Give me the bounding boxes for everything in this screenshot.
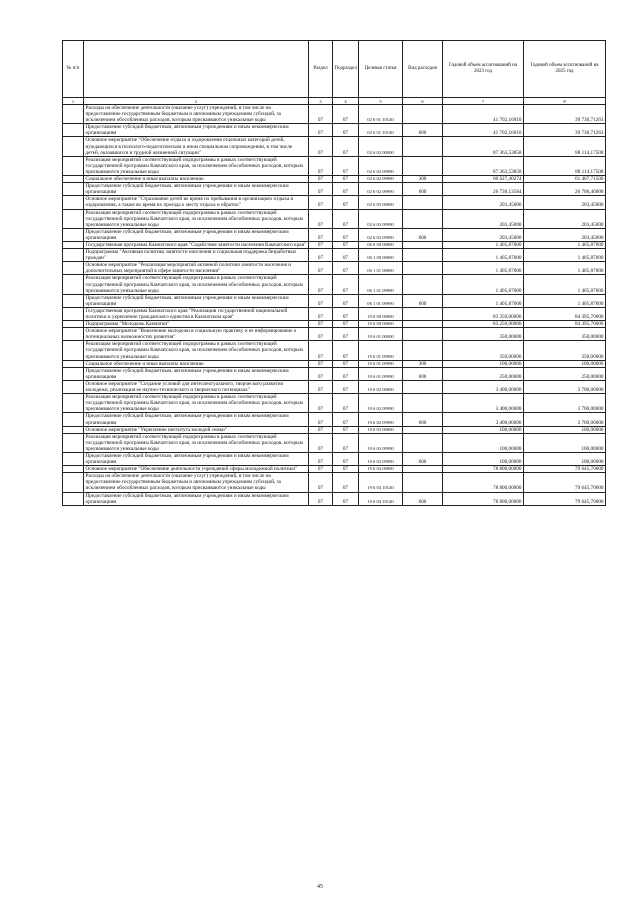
cell-volume-year-2: 79 645,70000 — [524, 473, 606, 492]
cell-volume-year-2: 100,00000 — [524, 426, 606, 433]
cell-razdel: 07 — [309, 433, 333, 452]
cell-name: Реализация мероприятий соответствующей подпрограммы в рамках соответствующей государственной программы Камчатского края, за исключением обособленных расходов, которым присваиваются уникальные коды — [84, 341, 309, 360]
cell-name: Подпрограмма "Молодежь Камчатки" — [84, 321, 309, 328]
cell-volume-year-1: 1 405,87000 — [443, 294, 524, 307]
cell-target-article: 02 6 03 09990 — [359, 228, 403, 241]
cell-podrazdel: 07 — [333, 466, 359, 473]
cell-target-article: 02 6 02 09990 — [359, 176, 403, 183]
cell-razdel: 07 — [309, 413, 333, 426]
cell-volume-year-1: 3 400,00000 — [443, 380, 524, 393]
cell-podrazdel: 07 — [333, 196, 359, 209]
column-number: 4 — [333, 98, 359, 105]
cell-expense-type — [403, 275, 443, 294]
cell-podrazdel: 07 — [333, 367, 359, 380]
table-row — [63, 156, 606, 175]
cell-razdel: 07 — [309, 321, 333, 328]
cell-razdel: 07 — [309, 275, 333, 294]
cell-razdel: 07 — [309, 137, 333, 156]
cell-podrazdel: 07 — [333, 124, 359, 137]
cell-expense-type — [403, 321, 443, 328]
cell-name: Расходы на обеспечение деятельности (оказание услуг) учреждений, в том числе на предоставление государственным бюджетным и автономным учреждениям субсидий, за исключением обособленных расходов, которым присваиваются уникальные коды — [84, 105, 309, 124]
cell-volume-year-1: 203,45000 — [443, 228, 524, 241]
table-row — [63, 380, 606, 393]
cell-expense-type: 600 — [403, 228, 443, 241]
cell-name: Социальное обеспечение и иные выплаты населению — [84, 176, 309, 183]
cell-expense-type: 600 — [403, 124, 443, 137]
cell-name: Основное мероприятие "Обеспечение деятельности учреждений сферы молодежной политики" — [84, 466, 309, 473]
cell-num — [63, 380, 84, 393]
cell-volume-year-2: 39 730,71263 — [524, 105, 606, 124]
cell-num — [63, 105, 84, 124]
cell-volume-year-1: 3 400,00000 — [443, 413, 524, 426]
table-row — [63, 473, 606, 492]
cell-volume-year-2: 61 407,71500 — [524, 176, 606, 183]
cell-podrazdel: 07 — [333, 426, 359, 433]
cell-expense-type — [403, 380, 443, 393]
cell-volume-year-2: 3 700,00000 — [524, 394, 606, 413]
cell-target-article: 02 6 01 10140 — [359, 105, 403, 124]
cell-expense-type — [403, 249, 443, 262]
cell-expense-type — [403, 466, 443, 473]
cell-volume-year-1: 1 405,87000 — [443, 249, 524, 262]
cell-volume-year-1: 60 627,40274 — [443, 176, 524, 183]
cell-expense-type: 600 — [403, 452, 443, 465]
budget-table — [62, 40, 606, 506]
cell-volume-year-1: 203,45000 — [443, 196, 524, 209]
cell-name: Основное мероприятие "Обеспечение отдыха и оздоровления отдельных категорий детей, нуждающихся в психолого-педагогическом и ином специальном сопровождении, в том числе детей, оказавшихся в трудной жизненной ситуации" — [84, 137, 309, 156]
cell-name: Предоставление субсидий бюджетным, автономным учреждениям и иным некоммерческим организациям — [84, 183, 309, 196]
cell-expense-type — [403, 328, 443, 341]
cell-num — [63, 262, 84, 275]
cell-volume-year-1: 87 363,53858 — [443, 156, 524, 175]
cell-volume-year-2: 1 405,87000 — [524, 249, 606, 262]
cell-name: Основное мероприятие "Реализация мероприятий активной политики занятости населения и дополнительных мероприятий в сфере занятости населения" — [84, 262, 309, 275]
cell-num — [63, 426, 84, 433]
cell-podrazdel: 07 — [333, 241, 359, 248]
cell-num — [63, 328, 84, 341]
cell-volume-year-2: 3 700,00000 — [524, 413, 606, 426]
cell-expense-type — [403, 426, 443, 433]
cell-podrazdel: 07 — [333, 294, 359, 307]
header-podrazdel: Подраздел — [333, 41, 359, 98]
cell-target-article: 19 6 01 09990 — [359, 360, 403, 367]
cell-razdel: 07 — [309, 492, 333, 505]
table-row — [63, 241, 606, 248]
header-num: № п/п — [63, 41, 84, 98]
cell-razdel: 07 — [309, 380, 333, 393]
table-row — [63, 262, 606, 275]
cell-target-article: 06 1 01 09990 — [359, 275, 403, 294]
cell-volume-year-2: 100,00000 — [524, 433, 606, 452]
cell-volume-year-2: 79 645,70000 — [524, 466, 606, 473]
cell-volume-year-1: 1 405,87000 — [443, 262, 524, 275]
header-target-article: Целевая статья — [359, 41, 403, 98]
cell-razdel: 07 — [309, 328, 333, 341]
cell-target-article: 06 0 00 00000 — [359, 241, 403, 248]
cell-name: Предоставление субсидий бюджетным, автономным учреждениям и иным некоммерческим организациям — [84, 124, 309, 137]
cell-volume-year-1: 83 250,00000 — [443, 307, 524, 320]
cell-num — [63, 452, 84, 465]
cell-podrazdel: 07 — [333, 341, 359, 360]
cell-target-article: 02 6 02 00000 — [359, 137, 403, 156]
table-row — [63, 294, 606, 307]
cell-target-article: 02 6 02 09990 — [359, 156, 403, 175]
table-row — [63, 426, 606, 433]
header-row — [63, 41, 606, 98]
cell-target-article: 19 6 04 10140 — [359, 492, 403, 505]
table-row — [63, 452, 606, 465]
cell-target-article: 19 6 01 09990 — [359, 341, 403, 360]
cell-razdel: 07 — [309, 241, 333, 248]
cell-razdel: 07 — [309, 294, 333, 307]
table-row — [63, 394, 606, 413]
table-row — [63, 176, 606, 183]
cell-volume-year-2: 250,00000 — [524, 367, 606, 380]
cell-target-article: 19 6 02 09990 — [359, 413, 403, 426]
page-number: 45 — [317, 884, 323, 890]
cell-volume-year-1: 26 736,13584 — [443, 183, 524, 196]
table-row — [63, 341, 606, 360]
cell-podrazdel: 07 — [333, 228, 359, 241]
cell-target-article: 19 6 01 09990 — [359, 367, 403, 380]
cell-volume-year-1: 250,00000 — [443, 367, 524, 380]
cell-razdel: 07 — [309, 341, 333, 360]
cell-podrazdel: 07 — [333, 156, 359, 175]
cell-volume-year-1: 41 702,16010 — [443, 124, 524, 137]
cell-volume-year-1: 350,00000 — [443, 328, 524, 341]
cell-target-article: 02 6 02 09990 — [359, 183, 403, 196]
table-row — [63, 124, 606, 137]
header-volume-year-2: Годовой объем ассигнований на 2025 год — [524, 41, 606, 98]
cell-volume-year-1: 78 800,00000 — [443, 492, 524, 505]
column-number: 7 — [443, 98, 524, 105]
cell-expense-type — [403, 209, 443, 228]
cell-expense-type — [403, 105, 443, 124]
cell-razdel: 07 — [309, 105, 333, 124]
cell-podrazdel: 07 — [333, 394, 359, 413]
cell-razdel: 07 — [309, 124, 333, 137]
cell-num — [63, 466, 84, 473]
cell-target-article: 19 6 03 09990 — [359, 452, 403, 465]
cell-podrazdel: 07 — [333, 137, 359, 156]
cell-podrazdel: 07 — [333, 307, 359, 320]
cell-name: Реализация мероприятий соответствующей подпрограммы в рамках соответствующей государственной программы Камчатского края, за исключением обособленных расходов, которым присваиваются уникальные коды — [84, 275, 309, 294]
cell-num — [63, 124, 84, 137]
table-row — [63, 137, 606, 156]
cell-volume-year-2: 88 114,17508 — [524, 137, 606, 156]
cell-razdel: 07 — [309, 228, 333, 241]
cell-volume-year-1: 41 702,16010 — [443, 105, 524, 124]
cell-expense-type — [403, 241, 443, 248]
cell-num — [63, 176, 84, 183]
cell-target-article: 06 1 00 00000 — [359, 249, 403, 262]
table-body — [63, 105, 606, 506]
column-number: 6 — [403, 98, 443, 105]
cell-volume-year-1: 1 405,87000 — [443, 275, 524, 294]
cell-num — [63, 367, 84, 380]
table-row — [63, 228, 606, 241]
cell-expense-type — [403, 394, 443, 413]
cell-num — [63, 360, 84, 367]
cell-num — [63, 294, 84, 307]
cell-razdel: 07 — [309, 426, 333, 433]
cell-name: Реализация мероприятий соответствующей подпрограммы в рамках соответствующей государственной программы Камчатского края, за исключением обособленных расходов, которым присваиваются уникальные коды — [84, 156, 309, 175]
cell-razdel: 07 — [309, 156, 333, 175]
cell-num — [63, 492, 84, 505]
cell-podrazdel: 07 — [333, 360, 359, 367]
table-row — [63, 249, 606, 262]
table-row — [63, 413, 606, 426]
column-number: 2 — [84, 98, 309, 105]
budget-table-sheet — [62, 40, 605, 506]
table-row — [63, 360, 606, 367]
cell-num — [63, 473, 84, 492]
cell-expense-type — [403, 433, 443, 452]
cell-volume-year-1: 1 405,87000 — [443, 241, 524, 248]
cell-expense-type — [403, 156, 443, 175]
cell-volume-year-2: 203,45000 — [524, 228, 606, 241]
cell-razdel: 07 — [309, 452, 333, 465]
column-number: 5 — [359, 98, 403, 105]
cell-razdel: 07 — [309, 183, 333, 196]
cell-target-article: 19 6 04 10140 — [359, 473, 403, 492]
cell-num — [63, 209, 84, 228]
cell-podrazdel: 07 — [333, 473, 359, 492]
cell-podrazdel: 07 — [333, 321, 359, 328]
cell-expense-type — [403, 341, 443, 360]
cell-target-article: 19 6 03 09990 — [359, 433, 403, 452]
cell-num — [63, 183, 84, 196]
cell-num — [63, 275, 84, 294]
cell-name: Основное мероприятие "Вовлечение молодежи в социальную практику и ее информирование о потенциальных возможностях развития" — [84, 328, 309, 341]
table-row — [63, 367, 606, 380]
cell-name: Предоставление субсидий бюджетным, автономным учреждениям и иным некоммерческим организациям — [84, 228, 309, 241]
header-name — [84, 41, 309, 98]
cell-volume-year-2: 1 405,87000 — [524, 241, 606, 248]
cell-podrazdel: 07 — [333, 262, 359, 275]
cell-name: Расходы на обеспечение деятельности (оказание услуг) учреждений, в том числе на предоставление государственным бюджетным и автономным учреждениям субсидий, за исключением обособленных расходов, которым присваиваются уникальные коды — [84, 473, 309, 492]
cell-volume-year-2: 84 395,70000 — [524, 307, 606, 320]
cell-name: Предоставление субсидий бюджетным, автономным учреждениям и иным некоммерческим организациям — [84, 492, 309, 505]
cell-expense-type — [403, 196, 443, 209]
cell-volume-year-1: 350,00000 — [443, 341, 524, 360]
cell-target-article: 19 6 02 09990 — [359, 394, 403, 413]
cell-razdel: 07 — [309, 367, 333, 380]
cell-target-article: 19 0 00 00000 — [359, 307, 403, 320]
cell-num — [63, 307, 84, 320]
cell-podrazdel: 07 — [333, 275, 359, 294]
cell-expense-type: 600 — [403, 183, 443, 196]
cell-volume-year-1: 78 800,00000 — [443, 473, 524, 492]
cell-podrazdel: 07 — [333, 176, 359, 183]
cell-target-article: 19 6 03 00000 — [359, 426, 403, 433]
cell-razdel: 07 — [309, 307, 333, 320]
cell-target-article: 19 6 04 00000 — [359, 466, 403, 473]
cell-num — [63, 249, 84, 262]
column-number: 1 — [63, 98, 84, 105]
cell-podrazdel: 07 — [333, 209, 359, 228]
cell-name: Реализация мероприятий соответствующей подпрограммы в рамках соответствующей государственной программы Камчатского края, за исключением обособленных расходов, которым присваиваются уникальные коды — [84, 433, 309, 452]
cell-num — [63, 196, 84, 209]
column-number-row — [63, 98, 606, 105]
cell-target-article: 02 6 01 10140 — [359, 124, 403, 137]
cell-volume-year-1: 83 250,00000 — [443, 321, 524, 328]
cell-volume-year-2: 1 405,87000 — [524, 262, 606, 275]
cell-target-article: 19 6 00 00000 — [359, 321, 403, 328]
cell-razdel: 07 — [309, 249, 333, 262]
cell-podrazdel: 07 — [333, 249, 359, 262]
cell-volume-year-1: 100,00000 — [443, 452, 524, 465]
table-row — [63, 209, 606, 228]
cell-podrazdel: 07 — [333, 433, 359, 452]
cell-num — [63, 321, 84, 328]
cell-target-article: 19 6 01 00000 — [359, 328, 403, 341]
cell-expense-type: 600 — [403, 492, 443, 505]
cell-name: Предоставление субсидий бюджетным, автономным учреждениям и иным некоммерческим организациям — [84, 413, 309, 426]
cell-razdel: 07 — [309, 394, 333, 413]
cell-num — [63, 341, 84, 360]
cell-volume-year-2: 350,00000 — [524, 341, 606, 360]
cell-podrazdel: 07 — [333, 452, 359, 465]
table-row — [63, 183, 606, 196]
cell-volume-year-2: 88 114,17508 — [524, 156, 606, 175]
header-volume-year-1: Годовой объем ассигнований на 2023 год — [443, 41, 524, 98]
cell-volume-year-1: 100,00000 — [443, 426, 524, 433]
table-row — [63, 492, 606, 505]
table-row — [63, 433, 606, 452]
cell-volume-year-2: 100,00000 — [524, 452, 606, 465]
cell-volume-year-2: 1 405,87000 — [524, 275, 606, 294]
cell-name: Основное мероприятие "Создание условий для интеллектуального, творческого развития молодежи, реализация ее научно-технического и творческого потенциала" — [84, 380, 309, 393]
column-number: 3 — [309, 98, 333, 105]
table-row — [63, 105, 606, 124]
cell-name: Государственная программа Камчатского края "Содействие занятости населения Камчатского края" — [84, 241, 309, 248]
cell-expense-type: 600 — [403, 413, 443, 426]
cell-podrazdel: 07 — [333, 328, 359, 341]
table-row — [63, 307, 606, 320]
cell-target-article: 19 6 02 00000 — [359, 380, 403, 393]
cell-razdel: 07 — [309, 466, 333, 473]
cell-name: Предоставление субсидий бюджетным, автономным учреждениям и иным некоммерческим организациям — [84, 452, 309, 465]
cell-name: Подпрограмма "Активная политика занятости населения и социальная поддержка безработных граждан" — [84, 249, 309, 262]
table-row — [63, 328, 606, 341]
cell-target-article: 02 6 03 09990 — [359, 209, 403, 228]
cell-volume-year-2: 203,45000 — [524, 209, 606, 228]
cell-num — [63, 433, 84, 452]
cell-name: Реализация мероприятий соответствующей подпрограммы в рамках соответствующей государственной программы Камчатского края, за исключением обособленных расходов, которым присваиваются уникальные коды — [84, 394, 309, 413]
cell-volume-year-2: 203,45000 — [524, 196, 606, 209]
cell-volume-year-2: 3 700,00000 — [524, 380, 606, 393]
cell-name: Государственная программа Камчатского края "Реализация государственной национальной политики и укрепление гражданского единства в Камчатском крае" — [84, 307, 309, 320]
cell-razdel: 07 — [309, 360, 333, 367]
cell-expense-type: 300 — [403, 360, 443, 367]
cell-volume-year-2: 39 730,71263 — [524, 124, 606, 137]
cell-podrazdel: 07 — [333, 105, 359, 124]
table-row — [63, 196, 606, 209]
cell-volume-year-1: 78 800,00000 — [443, 466, 524, 473]
cell-expense-type — [403, 307, 443, 320]
cell-expense-type: 600 — [403, 294, 443, 307]
cell-podrazdel: 07 — [333, 413, 359, 426]
cell-expense-type — [403, 262, 443, 275]
cell-expense-type — [403, 137, 443, 156]
cell-name: Основное мероприятие "Укрепление института молодой семьи" — [84, 426, 309, 433]
cell-volume-year-2: 1 405,87000 — [524, 294, 606, 307]
cell-expense-type: 300 — [403, 176, 443, 183]
cell-name: Основное мероприятие "Страхование детей во время их пребывания в организациях отдыха и оздоровления, а также во время их проезда к месту отдыха и обратно" — [84, 196, 309, 209]
cell-podrazdel: 07 — [333, 183, 359, 196]
cell-razdel: 07 — [309, 196, 333, 209]
cell-razdel: 07 — [309, 262, 333, 275]
cell-volume-year-1: 203,45000 — [443, 209, 524, 228]
cell-volume-year-1: 87 363,53858 — [443, 137, 524, 156]
table-row — [63, 321, 606, 328]
cell-num — [63, 228, 84, 241]
cell-num — [63, 137, 84, 156]
cell-volume-year-2: 79 645,70000 — [524, 492, 606, 505]
cell-volume-year-2: 100,00000 — [524, 360, 606, 367]
cell-podrazdel: 07 — [333, 492, 359, 505]
cell-razdel: 07 — [309, 209, 333, 228]
cell-name: Реализация мероприятий соответствующей подпрограммы в рамках соответствующей государственной программы Камчатского края, за исключением обособленных расходов, которым присваиваются уникальные коды — [84, 209, 309, 228]
cell-razdel: 07 — [309, 176, 333, 183]
cell-target-article: 06 1 01 09990 — [359, 294, 403, 307]
cell-name: Предоставление субсидий бюджетным, автономным учреждениям и иным некоммерческим организациям — [84, 294, 309, 307]
cell-volume-year-2: 84 395,70000 — [524, 321, 606, 328]
cell-name: Социальное обеспечение и иные выплаты населению — [84, 360, 309, 367]
cell-num — [63, 156, 84, 175]
header-expense-type: Вид расходов — [403, 41, 443, 98]
cell-volume-year-1: 100,00000 — [443, 360, 524, 367]
cell-volume-year-2: 350,00000 — [524, 328, 606, 341]
cell-target-article: 06 1 01 00000 — [359, 262, 403, 275]
header-razdel: Раздел — [309, 41, 333, 98]
cell-volume-year-1: 100,00000 — [443, 433, 524, 452]
cell-volume-year-2: 26 706,46008 — [524, 183, 606, 196]
cell-volume-year-1: 3 400,00000 — [443, 394, 524, 413]
cell-podrazdel: 07 — [333, 380, 359, 393]
cell-target-article: 02 6 03 00000 — [359, 196, 403, 209]
table-row — [63, 275, 606, 294]
table-row — [63, 466, 606, 473]
cell-name: Предоставление субсидий бюджетным, автономным учреждениям и иным некоммерческим организациям — [84, 367, 309, 380]
cell-num — [63, 413, 84, 426]
cell-num — [63, 394, 84, 413]
cell-expense-type — [403, 473, 443, 492]
column-number: 8 — [524, 98, 606, 105]
cell-razdel: 07 — [309, 473, 333, 492]
cell-expense-type: 600 — [403, 367, 443, 380]
cell-num — [63, 241, 84, 248]
